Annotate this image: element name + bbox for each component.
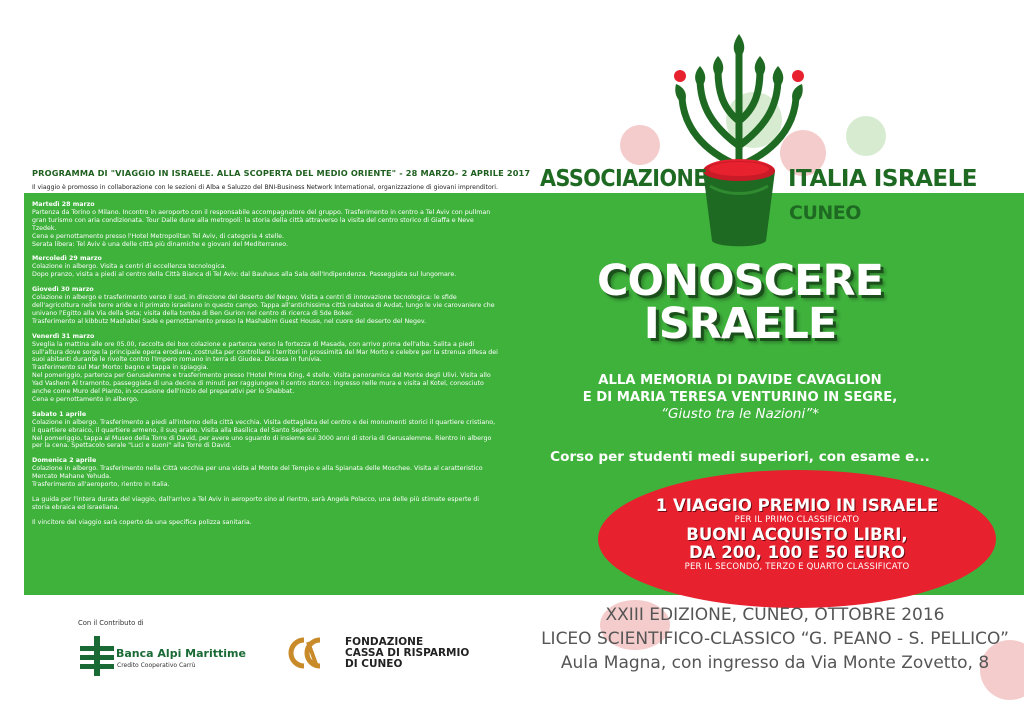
memory-line2: E DI MARIA TERESA VENTURINO IN SEGRE,: [582, 390, 898, 405]
itinerary-day: [32, 411, 498, 451]
edition-line1: XXIII EDIZIONE, CUNEO, OTTOBRE 2016: [605, 605, 945, 625]
headline-line1: CONOSCERE: [596, 256, 884, 306]
day-text: Colazione in albergo. Visita a centri di eccellenza tecnologica. Dopo pranzo, visita a piedi al centro della Città Bianca di Tel Aviv: dal Bauhaus alla Sala dell'Indipendenza. Passeggiata sul lungomare.: [32, 263, 457, 279]
prize-main-sub: PER IL PRIMO CLASSIFICATO: [734, 515, 860, 525]
guide-note: La guida per l'intera durata del viaggio, dall'arrivo a Tel Aviv in aeroporto sino al rientro, sarà Angela Polacco, una delle più stimate esperte di storia ebraica ed israeliana.: [32, 496, 480, 511]
day-text: Colazione in albergo. Trasferimento nella Città vecchia per una visita al Monte del Tempio e alla Spianata delle Moschee. Visita al caratteristico Mercato Mahane Yehuda. Trasferimento all'aeroporto, rientro in Italia.: [32, 465, 483, 489]
headline: [560, 256, 920, 349]
association-name-left: ASSOCIAZIONE: [540, 166, 708, 192]
day-title: Giovedì 30 marzo: [32, 286, 94, 294]
prize-text: [598, 497, 996, 573]
itinerary-day: [32, 201, 498, 248]
itinerary-day: [32, 255, 498, 279]
association-name-right: ITALIA ISRAELE: [788, 166, 977, 192]
day-title: Venerdì 31 marzo: [32, 332, 95, 340]
insurance-note: Il vincitore del viaggio sarà coperto da una specifica polizza sanitaria.: [32, 518, 252, 526]
edition-line2: LICEO SCIENTIFICO-CLASSICO “G. PEANO - S. PELLICO”: [541, 629, 1009, 649]
decor-circle: [620, 125, 660, 165]
prize-books-line2: DA 200, 100 E 50 EURO: [689, 543, 905, 562]
course-description: Corso per studenti medi superiori, con esame e...: [550, 449, 930, 465]
prize-books-sub: PER IL SECONDO, TERZO E QUARTO CLASSIFICATO: [684, 562, 910, 572]
day-title: Sabato 1 aprile: [32, 410, 87, 418]
headline-line2: ISRAELE: [643, 299, 837, 349]
itinerary: [32, 201, 498, 534]
day-title: Domenica 2 aprile: [32, 457, 97, 465]
day-text: Colazione in albergo e trasferimento verso il sud, in direzione del deserto del Negev. Visita a centri di innovazione tecnologica: le sfide dell'agricoltura nelle terre aride e il primato israeliano in questo campo. Tappa all'antichissima città nabatea di Avdat, lungo le vie carovaniere che univano l'Egitto alla Via della Seta; visita della tomba di Ben Gurion nel centro di ricerca di Sde Boker. Trasferimento al kibbutz Mashabei Sade e pernottamento presso la Mashabim Guest House, nel cuore del deserto del Negev.: [32, 294, 495, 325]
edition-info: [540, 603, 1010, 675]
prize-main: 1 VIAGGIO PREMIO IN ISRAELE: [655, 496, 939, 515]
program-title: PROGRAMMA DI "VIAGGIO IN ISRAELE. ALLA SCOPERTA DEL MEDIO ORIENTE" - 28 MARZO- 2 APRILE 2017: [32, 168, 531, 178]
decor-circle: [846, 116, 886, 156]
foundation-name: FONDAZIONE CASSA DI RISPARMIO DI CUNEO: [345, 636, 470, 670]
day-title: Mercoledì 29 marzo: [32, 255, 102, 263]
memorial-dedication: [560, 372, 920, 423]
itinerary-day: [32, 286, 498, 326]
association-city: CUNEO: [789, 202, 861, 224]
bank-logo-icon: [78, 636, 118, 676]
bank-subtitle: Credito Cooperativo Carrù: [117, 662, 196, 669]
program-intro: Il viaggio è promosso in collaborazione con le sezioni di Alba e Saluzzo del BNI-Business Network International, organizzazione di giovani imprenditori.: [32, 184, 498, 191]
bank-name: Banca Alpi Marittime: [116, 647, 246, 660]
itinerary-day: [32, 333, 498, 404]
foundation-logo-icon: [286, 636, 334, 670]
day-text: Sveglia la mattina alle ore 05.00, raccolta dei box colazione e partenza verso la fortezza di Masada, con arrivo prima dell'alba. Salita a piedi sull'altura dove sorge la principale opera erodiana, costruita per controllare i territori in prossimità del Mar Morto e celebre per la strenua difesa dei suoi abitanti durante le rivolte contro l'Impero romano in terra di Giudea. Discesa in funivia. Trasferimento sul Mar Morto: bagno e tappa in spiaggia. Nel pomeriggio, partenza per Gerusalemme e trasferimento presso l'Hotel Prima King, 4 stelle. Visita panoramica dal Monte degli Ulivi. Visita allo Yad Vashem Al tramonto, passeggiata di una decina di minuti per raggiungere il centro storico: ingresso nelle mura e visita al Kotel, conosciuto anche come Muro del Pianto, in occasione dell'inizio del preparativi per lo Shabbat. Cena e pernottamento in albergo.: [32, 340, 498, 403]
prize-books-line1: BUONI ACQUISTO LIBRI,: [686, 525, 908, 544]
itinerary-day: [32, 457, 498, 489]
day-text: Colazione in albergo. Trasferimento a piedi all'interno della città vecchia. Visita dettagliata del centro e dei monumenti storici il quartiere cristiano, il quartiere ebraico, il quartiere armeno, il suq arabo. Visita alla Basilica del Santo Sepolcro. Nel pomeriggio, tappa al Museo della Torre di David, per avere uno sguardo di insieme sui 3000 anni di storia di Gerusalemme. Rientro in albergo per la cena. Spettacolo serale "Luci e suoni" alla Torre di David.: [32, 418, 496, 450]
edition-line3: Aula Magna, con ingresso da Via Monte Zovetto, 8: [560, 653, 990, 673]
memory-line1: ALLA MEMORIA DI DAVIDE CAVAGLION: [598, 373, 882, 388]
day-text: Partenza da Torino o Milano. Incontro in aeroporto con il responsabile accompagnatore del gruppo. Trasferimento in centro a Tel Aviv con pullman gran turismo con aria condizionata. Tour Dalle dune alla metropoli: la storia della città attraverso la visita del centro storico di Giaffa e Neve Tzedek. Cena e pernottamento presso l'Hotel Metropolitan Tel Aviv, di categoria 4 stelle. Serata libera: Tel Aviv è una delle città più dinamiche e giovani del Mediterraneo.: [32, 208, 491, 248]
tree-logo-icon: [672, 26, 806, 256]
contribution-label: Con il Contributo di: [78, 619, 144, 627]
memory-line3: “Giusto tra le Nazioni”*: [661, 406, 819, 422]
day-title: Martedì 28 marzo: [32, 201, 95, 208]
